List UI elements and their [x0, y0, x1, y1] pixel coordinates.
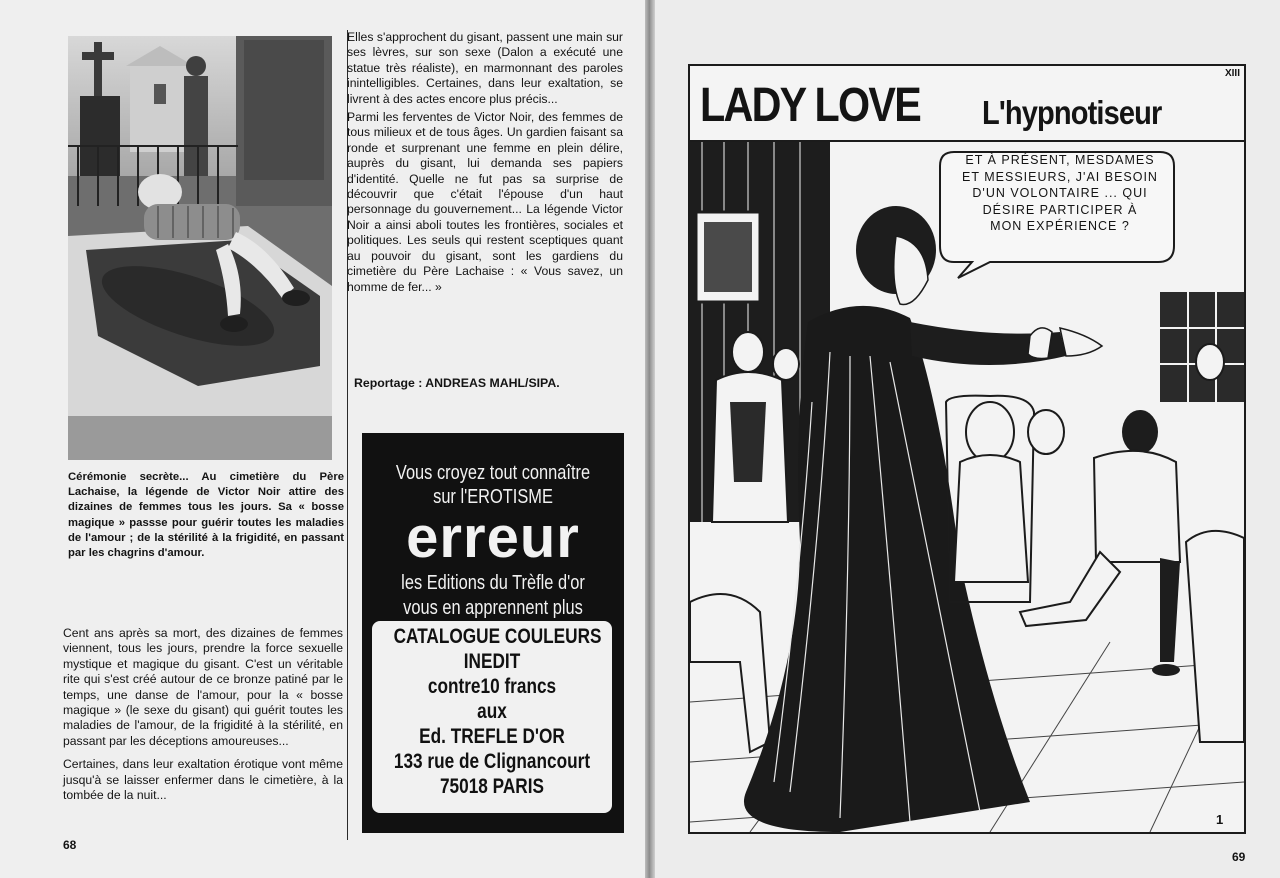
- speech-line: DÉSIRE PARTICIPER À: [982, 202, 1138, 217]
- ad-subline-line: les Editions du Trèfle d'or: [401, 572, 585, 594]
- photo-credit: Reportage : ANDREAS MAHL/SIPA.: [354, 376, 560, 390]
- article-paragraph: Parmi les ferventes de Victor Noir, des femmes de tous milieux et de tous âges. Un gardien faisant sa ronde et surprenant une femme en plein délire, auprès du gisant, lui demanda ses papiers d'identité. Quelle ne fut pas sa surprise de découvrir que c'était l'épouse d'un haut personnage du gouvernement... La légende Victor Noir a ainsi aboli toutes les frontières, sociales et politiques. Les seuls qui restent sceptiques quant au pouvoir du gisant, sont les gardiens du cimetière du Père Lachaise : « Vous savez, un homme de fer... »: [347, 110, 623, 294]
- ad-headline: erreur: [406, 505, 580, 570]
- comic-title-bar: [690, 66, 1244, 142]
- panel-number: 1: [1216, 812, 1224, 827]
- ad-box-line: contre10 francs: [427, 675, 557, 698]
- article-paragraph: Elles s'approchent du gisant, passent une main sur ses lèvres, sur son sexe (Dalon a exécuté une statue très réaliste), en marmonnant des paroles inintelligibles. Certaines, dans leur exaltation, se livrent à des actes encore plus précis...: [347, 30, 623, 106]
- ad-intro-line: Vous croyez tout connaître: [395, 462, 591, 484]
- cemetery-photo: [68, 36, 332, 460]
- article-paragraph: Certaines, dans leur exaltation érotique vont même jusqu'à se laisser enfermer dans le cimetière, à la tombée de la nuit...: [63, 757, 343, 803]
- article-paragraph: Cent ans après sa mort, des dizaines de femmes viennent, tous les jours, prendre la force sexuelle mystique et magique du gisant. C'est un véritable rite qui s'est créé autour de ce bronze patiné par le temps, une danse de l'amour, pour la « bosse magique » (le sexe du gisant) qui guérit toutes les maladies de l'amour, de la frigidité à la stérilité, en passant par les déceptions amoureuses...: [63, 626, 343, 748]
- page-number-right: 69: [1232, 850, 1246, 864]
- ad-subline: [386, 571, 601, 621]
- ad-intro-line: sur l'EROTISME: [433, 486, 553, 508]
- article-column-left: [63, 626, 343, 811]
- ad-box-line: 75018 PARIS: [439, 775, 545, 798]
- ad-subline-line: vous en apprennent plus: [403, 597, 583, 619]
- ad-box-line: CATALOGUE COULEURS: [393, 625, 602, 648]
- page-number-left: 68: [63, 838, 77, 852]
- comic-illustration: [690, 142, 1244, 832]
- ad-box-line: Ed. TREFLE D'OR: [419, 725, 565, 748]
- article-column-right: [347, 30, 623, 298]
- speech-line: ET MESSIEURS, J'AI BESOIN: [962, 169, 1158, 184]
- ad-catalogue-box: [372, 621, 612, 813]
- speech-line: MON EXPÉRIENCE ?: [990, 219, 1130, 233]
- ad-box-line: INEDIT: [463, 650, 521, 673]
- advertisement: [362, 433, 624, 833]
- speech-line: D'UN VOLONTAIRE ... QUI: [972, 186, 1148, 200]
- ad-box-line: 133 rue de Clignancourt: [393, 750, 591, 773]
- book-spine: [645, 0, 655, 878]
- photo-caption: Cérémonie secrète... Au cimetière du Père Lachaise, la légende de Victor Noir attire des dizaines de femmes tous les jours. Sa « bosse magique » passse pour guérir toutes les maladies de l'amour ; de la stérilité à la frigidité, en passant par les chagrins d'amour.: [68, 471, 344, 560]
- speech-line: ET À PRÉSENT, MESDAMES: [965, 153, 1155, 167]
- ad-intro: [386, 461, 601, 509]
- speech-balloon: [955, 152, 1165, 235]
- ad-box-line: aux: [477, 700, 507, 723]
- episode-number: XIII: [1224, 68, 1240, 79]
- comic-title: LADY LOVE: [700, 79, 921, 132]
- comic-subtitle: L'hypnotiseur: [982, 94, 1162, 131]
